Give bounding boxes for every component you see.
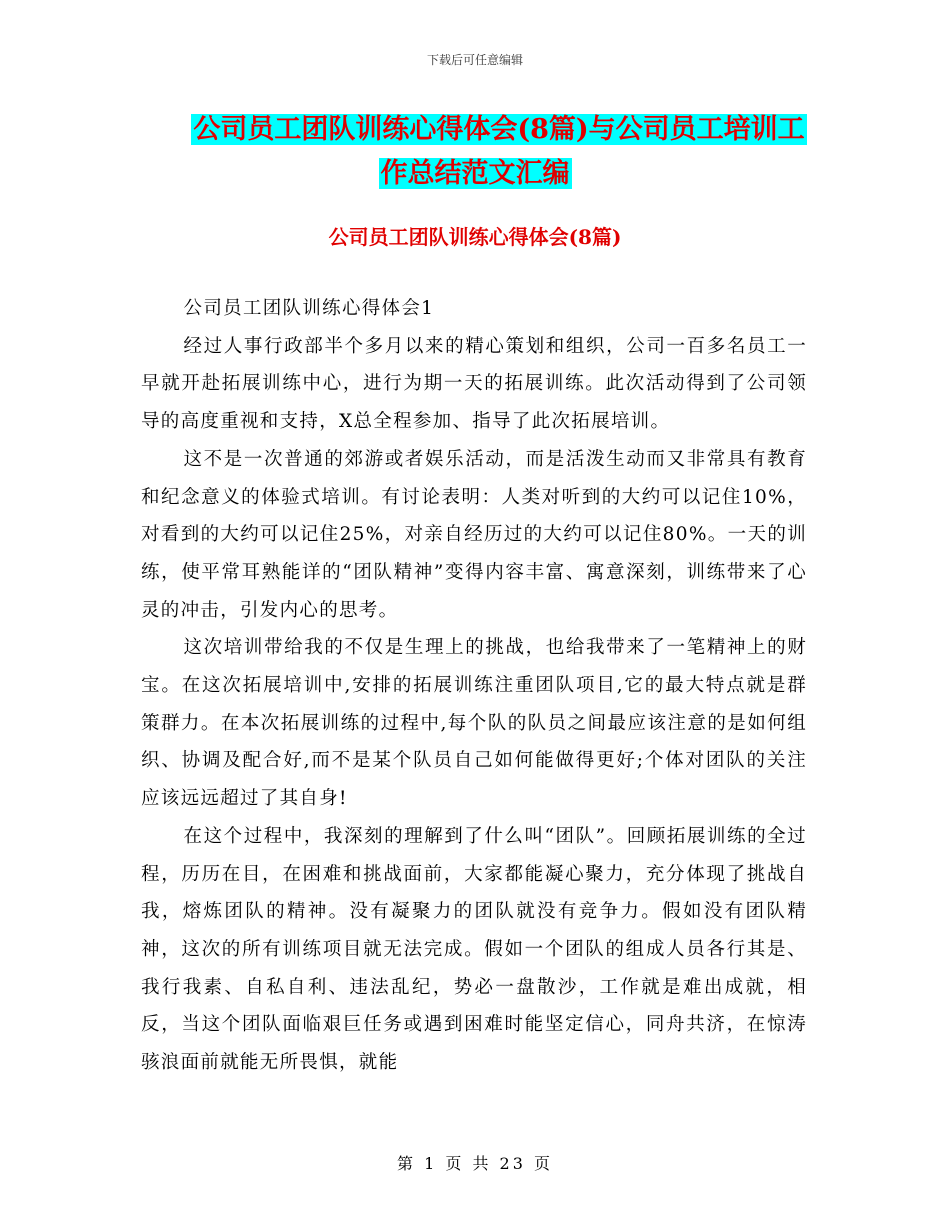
body-subtitle: 公司员工团队训练心得体会1 [183, 298, 435, 319]
body-paragraph: 这不是一次普通的郊游或者娱乐活动，而是活泼生动而又非常具有教育和纪念意义的体验式培训。有讨论表明：人类对听到的大约可以记住10%，对看到的大约可以记住25%，对亲自经历过的大约可以记住80%。一天的训练，使平常耳熟能详的“团队精神”变得内容丰富、寓意深刻，训练带来了心灵的冲击，引发内心的思考。 [141, 448, 807, 621]
page-footer-number: 第 1 页 共 23 页 [397, 1154, 553, 1173]
body-paragraph: 这次培训带给我的不仅是生理上的挑战，也给我带来了一笔精神上的财宝。在这次拓展培训中,安排的拓展训练注重团队项目,它的最大特点就是群策群力。在本次拓展训练的过程中,每个队的队员之间最应该注意的是如何组织、协调及配合好,而不是某个队员自己如何能做得更好;个体对团队的关注应该远远超过了其自身! [141, 637, 807, 810]
document-title-line-1 [0, 110, 950, 150]
body-paragraph: 经过人事行政部半个多月以来的精心策划和组织，公司一百多名员工一早就开赴拓展训练中心，进行为期一天的拓展训练。此次活动得到了公司领导的高度重视和支持，X总全程参加、指导了此次拓展培训。 [141, 335, 807, 433]
document-title-line-2 [0, 154, 950, 194]
body-paragraph: 在这个过程中，我深刻的理解到了什么叫“团队”。回顾拓展训练的全过程，历历在目，在困难和挑战面前，大家都能凝心聚力，充分体现了挑战自我，熔炼团队的精神。没有凝聚力的团队就没有竞争力。假如没有团队精神，这次的所有训练项目就无法完成。假如一个团队的组成人员各行其是、我行我素、自私自利、违法乱纪，势必一盘散沙，工作就是难出成就，相反，当这个团队面临艰巨任务或遇到困难时能坚定信心，同舟共济，在惊涛骇浪面前就能无所畏惧，就能 [141, 825, 807, 1074]
page-header-note: 下载后可任意编辑 [426, 53, 523, 67]
document-title-line-1-text: 公司员工团队训练心得体会(8篇)与公司员工培训工 [193, 114, 805, 145]
document-body [141, 290, 807, 1082]
document-title-line-2-text: 作总结范文汇编 [380, 158, 570, 189]
section-heading: 公司员工团队训练心得体会(8篇) [328, 225, 622, 249]
